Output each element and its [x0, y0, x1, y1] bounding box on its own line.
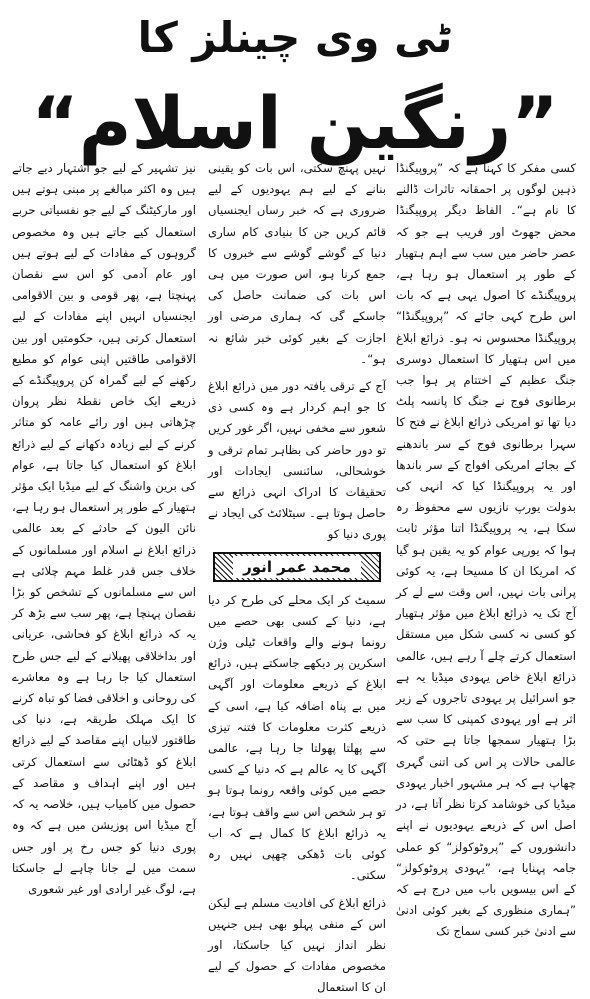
article-paragraph: نہیں پہنچ سکتی، اس بات کو یقینی بنانے کے لیے ہم یہودیوں کے لیے ضروری ہے کہ خبر رساں ایجنسیاں قائم کریں جن کا بنیادی کام ساری دنیا کے گوشے گوشے سے خبروں کا جمع کرنا ہو، اس صورت میں ہی اس بات کی ضمانت حاصل کی جاسکے گی کہ ہماری مرضی اور اجازت کے بغیر کوئی خبر شائع نہ ہو“۔ [208, 161, 386, 366]
article-column-middle [208, 158, 386, 995]
article-paragraph: نیز تشہیر کے لیے جو اشتہار دیے جاتے ہیں وہ اکثر مبالغے پر مبنی ہوتے ہیں اور مارکیٹنگ کے لیے جو نفسیاتی حربے استعمال کیے جاتے ہیں وہ مخصوص گروہوں کے مفادات کے لیے ہوتے ہیں اور عام آدمی کو اس سے نقصان پہنچتا ہے، پھر قومی و بین الاقوامی ایجنسیاں انہیں اپنے مفادات کے لیے استعمال کرتی ہیں، حکومتیں اور بین الاقوامی طاقتیں اپنی عوام کو مطیع رکھنے کے لیے گمراہ کن پروپیگنڈے کے ذریعے ایک خاص نقطۂ نظر پروان چڑھاتی ہیں اور رائے عامہ کو متاثر کرنے کے لیے زیادہ دکھانے کے لیے ذرائع ابلاغ کو استعمال کیا جاتا ہے، عوام کی برین واشنگ کے لیے میڈیا ایک مؤثر ہتھیار کے طور پر استعمال ہو رہا ہے، نائن الیون کے حادثے کے بعد عالمی ذرائع ابلاغ نے اسلام اور مسلمانوں کے خلاف جس قدر غلط مہم چلائی ہے اس سے مسلمانوں کے تشخص کو بڑا نقصان پہنچا ہے، پھر سب سے بڑھ کر یہ کہ ذرائع ابلاغ کو فحاشی، عریانی اور بداخلاقی پھیلانے کے لیے جس طرح استعمال کیا جا رہا ہے وہ معاشرے کی روحانی و اخلاقی فضا کو تباہ کرنے کا ایک مہلک طریقہ ہے، دنیا کی طاقتور لابیاں اپنے مقاصد کے لیے ذرائع ابلاغ کو ڈھٹائی سے استعمال کرتی ہیں اور اپنے اہداف و مقاصد کے حصول میں کامیاب ہیں، خلاصہ یہ کہ آج میڈیا اس پوزیشن میں ہے کہ وہ پوری دنیا کو جس رخ پر اور جس سمت میں لے جانا چاہے لے جاسکتا ہے، لوگ غیر ارادی اور غیر شعوری [12, 161, 196, 896]
article-paragraph: آج کے ترقی یافتہ دور میں ذرائع ابلاغ کا جو اہم کردار ہے وہ کسی ذی شعور سے مخفی نہیں، اگر غور کریں تو دور حاضر کی بظاہر تمام ترقی و خوشحالی، سائنسی ایجادات اور تحقیقات کا ادراک انہی ذرائع سے حاصل ہوتا ہے۔ سیٹلائٹ کی ایجاد نے پوری دنیا کو [208, 379, 386, 542]
author-byline [213, 552, 381, 582]
article-kicker: ٹی وی چینلز کا [137, 13, 453, 62]
article-column-right [396, 158, 576, 939]
article-column-left [12, 158, 196, 896]
article-paragraph: کسی مفکر کا کہنا ہے کہ ”پروپیگنڈا ذہین لوگوں پر احمقانہ تاثرات ڈالنے کا نام ہے“۔ الفاظ دیگر پروپیگنڈا محض جھوٹ اور فریب ہے جو کہ عصر حاضر میں سب سے اہم ہتھیار کے طور پر استعمال ہو رہا ہے، پروپیگنڈے کا اصول یہی ہے کہ بات اس طرح کہی جائے کہ ”پروپیگنڈا“ پروپیگنڈا محسوس نہ ہو۔ ذرائع ابلاغ میں اس ہتھیار کا استعمال دوسری جنگ عظیم کے اختتام پر ہوا جب برطانوی فوج نے جنگ کا پانسہ پلٹ دیا تھا تو امریکی ذرائع ابلاغ نے فتح کا سہرا برطانوی فوج کے سر باندھنے کے بجائے امریکی افواج کے سر باندھا اور یہ پروپیگنڈا کیا کہ انہی کی بدولت یورپ نازیوں سے محفوظ رہ سکا ہے، یہ پروپیگنڈا اتنا مؤثر ثابت ہوا کہ یورپی عوام کو یہ یقین ہو گیا کہ امریکا ان کا مسیحا ہے، یہ کوئی پرانی بات نہیں، اس وقت سے لے کر آج تک یہ ذرائع ابلاغ میں مؤثر ہتھیار کو کسی نہ کسی شکل میں مستقل استعمال کرتے چلے آ رہے ہیں، عالمی ذرائع ابلاغ خاص یہودی میڈیا یہ ہے جو اسرائیل پر یہودی تاجروں کے زیر اثر ہے اور یہودی کمپنی کا سب سے بڑا ہتھیار سمجھا جاتا ہے حتی کہ عالمی حالات پر اس کی اتنی گہری چھاپ ہے کہ ہر مشہور اخبار یہودی میڈیا کی خوشامد کرتا نظر آتا ہے، در اصل اس کے ذریعے یہودیوں نے اپنے دانشوروں کے ”پروٹوکولز“ کو عملی جامہ پہنایا ہے، ”یہودی پروٹوکولز“ کے اس بیسویں باب میں درج ہے کہ ”ہماری منظوری کے بغیر کوئی ادنیٰ سے ادنیٰ خبر کسی سماج تک [396, 161, 576, 939]
author-name: محمد عمر انور [233, 556, 361, 578]
article-headline: ”رنگین اسلام“ [31, 81, 559, 165]
article-paragraph: ذرائع ابلاغ کی افادیت مسلم ہے لیکن اس کے منفی پہلو بھی ہیں جنہیں نظر انداز نہیں کیا جاسکتا، اور مخصوص مفادات کے حصول کے لیے ان کا استعمال [208, 895, 386, 995]
article-paragraph: سمیٹ کر ایک محلے کی طرح کر دیا ہے، دنیا کے کسی بھی حصے میں رونما ہونے والے واقعات ٹیلی وژن اسکرین پر دیکھے جاسکتے ہیں، ذرائع ابلاغ کے ذریعے معلومات اور آگہی میں بے پناہ اضافہ کیا ہے، اسی کے ذریعے کثرت معلومات کا فتنہ تیزی سے پھلتا پھولتا جا رہا ہے، عالمی آگہی کا یہ عالم ہے کہ دنیا کے کسی حصے میں کوئی واقعہ رونما ہوتا ہو تو ہر شخص اس سے واقف ہوتا ہے، یہ ذرائع ابلاغ کا کمال ہے کہ اب کوئی بات ڈھکی چھپی نہیں رہ سکتی۔ [208, 592, 386, 883]
